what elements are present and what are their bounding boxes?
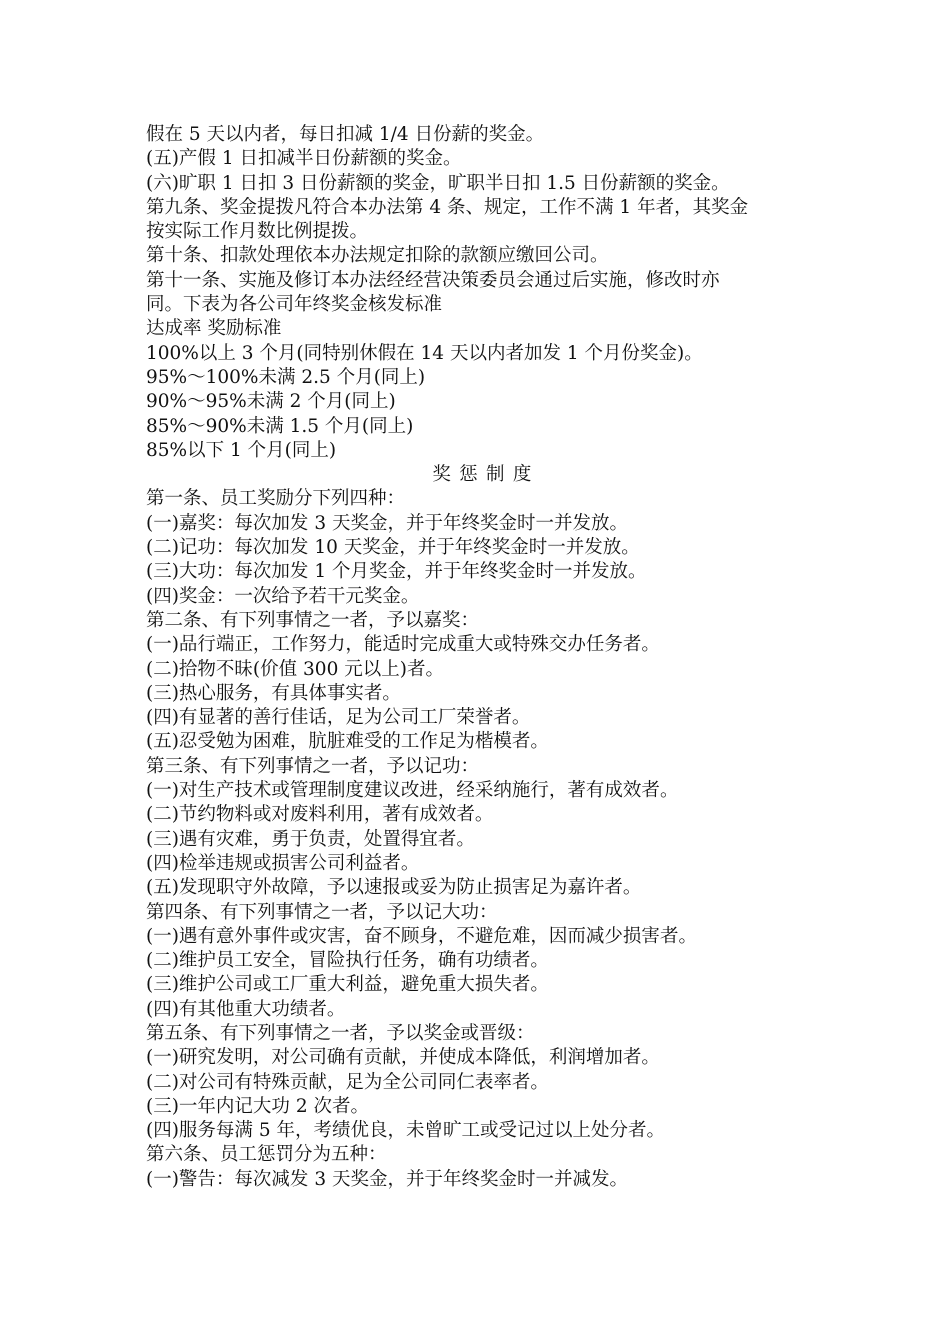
list-item: (四)有其他重大功绩者。	[146, 998, 346, 1020]
article-4: 第四条、有下列事情之一者，予以记大功：	[146, 901, 498, 923]
list-item: (五)发现职守外故障，予以速报或妥为防止损害足为嘉许者。	[146, 877, 642, 899]
list-item: (一)遇有意外事件或灾害，奋不顾身，不避危难，因而减少损害者。	[146, 925, 697, 947]
text-line: (五)产假 1 日扣减半日份薪额的奖金。	[146, 148, 462, 170]
list-item: (四)服务每满 5 年，考绩优良，未曾旷工或受记过以上处分者。	[146, 1120, 665, 1142]
text-line: 假在 5 天以内者，每日扣减 1/4 日份薪的奖金。	[146, 124, 545, 145]
bonus-table-row: 85%～90%未满 1.5 个月(同上)	[146, 415, 414, 437]
list-item: (一)品行端正，工作努力，能适时完成重大或特殊交办任务者。	[146, 634, 660, 656]
article-5: 第五条、有下列事情之一者，予以奖金或晋级：	[146, 1022, 535, 1044]
list-item: (四)检举违规或损害公司利益者。	[146, 852, 420, 874]
text-line: 按实际工作月数比例提拨。	[146, 221, 369, 243]
list-item: (三)维护公司或工厂重大利益，避免重大损失者。	[146, 974, 549, 996]
list-item: (一)对生产技术或管理制度建议改进，经采纳施行，著有成效者。	[146, 780, 679, 802]
article-9: 第九条、奖金提拨凡符合本办法第 4 条、规定，工作不满 1 年者，其奖金	[146, 196, 749, 218]
list-item: (一)嘉奖：每次加发 3 天奖金，并于年终奖金时一并发放。	[146, 512, 628, 534]
text-line: 同。下表为各公司年终奖金核发标准	[146, 294, 443, 316]
bonus-table-row: 90%～95%未满 2 个月(同上)	[146, 391, 396, 413]
article-2: 第二条、有下列事情之一者，予以嘉奖：	[146, 609, 480, 631]
list-item: (三)一年内记大功 2 次者。	[146, 1095, 369, 1117]
article-1: 第一条、员工奖励分下列四种：	[146, 488, 406, 510]
list-item: (一)警告：每次减发 3 天奖金，并于年终奖金时一并减发。	[146, 1168, 628, 1190]
bonus-table-row: 100%以上 3 个月(同特别休假在 14 天以内者加发 1 个月份奖金)。	[146, 342, 703, 364]
list-item: (五)忍受勉为困难，肮脏难受的工作足为楷模者。	[146, 731, 549, 753]
list-item: (一)研究发明，对公司确有贡献，并使成本降低，利润增加者。	[146, 1047, 660, 1069]
list-item: (三)大功：每次加发 1 个月奖金，并于年终奖金时一并发放。	[146, 561, 647, 583]
article-11: 第十一条、实施及修订本办法经经营决策委员会通过后实施，修改时亦	[146, 269, 720, 291]
bonus-table-row: 85%以下 1 个月(同上)	[146, 439, 337, 461]
list-item: (二)拾物不昧(价值 300 元以上)者。	[146, 658, 444, 680]
section-heading: 奖惩制度	[432, 464, 540, 486]
article-6: 第六条、员工惩罚分为五种：	[146, 1144, 387, 1166]
list-item: (二)节约物料或对废料利用，著有成效者。	[146, 804, 494, 826]
article-10: 第十条、扣款处理依本办法规定扣除的款额应缴回公司。	[146, 245, 609, 267]
list-item: (三)遇有灾难，勇于负责，处置得宜者。	[146, 828, 475, 850]
text-line: (六)旷职 1 日扣 3 日份薪额的奖金，旷职半日扣 1.5 日份薪额的奖金。	[146, 172, 730, 194]
bonus-table-row: 95%～100%未满 2.5 个月(同上)	[146, 366, 426, 388]
list-item: (三)热心服务，有具体事实者。	[146, 682, 401, 704]
list-item: (二)维护员工安全，冒险执行任务，确有功绩者。	[146, 950, 549, 972]
document-body	[146, 123, 826, 1192]
bonus-table-header: 达成率 奖励标准	[146, 318, 282, 340]
list-item: (四)有显著的善行佳话，足为公司工厂荣誉者。	[146, 707, 531, 729]
list-item: (二)对公司有特殊贡献，足为全公司同仁表率者。	[146, 1071, 549, 1093]
article-3: 第三条、有下列事情之一者，予以记功：	[146, 755, 480, 777]
list-item: (四)奖金：一次给予若干元奖金。	[146, 585, 420, 607]
list-item: (二)记功：每次加发 10 天奖金，并于年终奖金时一并发放。	[146, 537, 640, 559]
